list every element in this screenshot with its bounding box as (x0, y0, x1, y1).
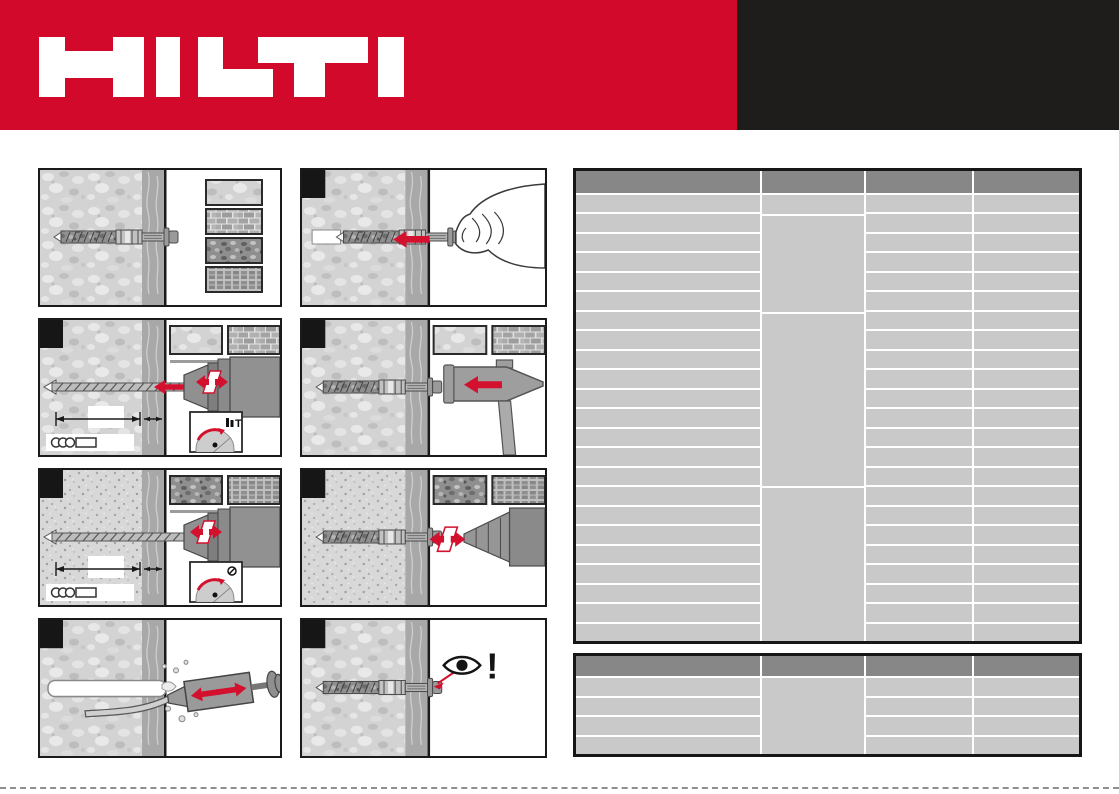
table-cell (762, 216, 865, 312)
table-cell (762, 678, 865, 754)
table-cell (974, 717, 1079, 735)
table-cell (974, 468, 1079, 485)
table-cell (576, 487, 760, 504)
table-cell (576, 624, 760, 641)
table-cell (576, 253, 760, 270)
table-cell (974, 195, 1079, 212)
material-thumb-rubble-masonry (434, 476, 487, 504)
table-cell (974, 585, 1079, 602)
step-badge (302, 470, 325, 498)
table-cell (576, 331, 760, 348)
brand-bar (0, 0, 737, 130)
dimension-label-box (88, 406, 124, 428)
table-cell (576, 717, 760, 735)
table-cell (866, 624, 971, 641)
table-cell (974, 409, 1079, 426)
mode-dial-hammer (190, 412, 242, 455)
table-cell (866, 273, 971, 290)
panel-clean-hole-blow-out (38, 618, 282, 758)
table-cell (974, 429, 1079, 446)
table-cell (866, 253, 971, 270)
header-black-panel (737, 0, 1119, 130)
table-cell (762, 314, 865, 486)
table-header-cell (866, 656, 971, 676)
drilled-hole (48, 680, 166, 696)
step-badge (302, 620, 325, 648)
screwdriver-icon (464, 508, 545, 566)
table-cell (866, 698, 971, 716)
material-thumb-hollow-block (206, 267, 262, 292)
table-cell (866, 526, 971, 543)
table-cell (576, 409, 760, 426)
material-thumb-solid-brick (228, 326, 280, 354)
cut-line (0, 787, 1119, 789)
panel-visual-inspection (300, 618, 547, 758)
step-badge (40, 470, 63, 498)
table-cell (974, 370, 1079, 387)
table-cell (576, 604, 760, 621)
table-cell (576, 214, 760, 231)
table-cell (974, 507, 1079, 524)
material-thumb-concrete (206, 180, 262, 205)
table-cell (576, 698, 760, 716)
table-cell (866, 604, 971, 621)
mode-dial-rotary (190, 562, 242, 605)
panel-insert-anchor-by-hand (300, 168, 547, 307)
table-cell (974, 487, 1079, 504)
table-cell (576, 234, 760, 251)
hand-icon (456, 184, 545, 268)
table-cell (576, 546, 760, 563)
table-cell (974, 312, 1079, 329)
table-cell (576, 273, 760, 290)
table-cell (974, 253, 1079, 270)
table-cell (576, 390, 760, 407)
step-badge (40, 620, 63, 648)
table-cell (866, 292, 971, 309)
step-badge (302, 320, 325, 348)
table-cell (974, 351, 1079, 368)
table-cell (866, 214, 971, 231)
table-cell (974, 448, 1079, 465)
table-cell (974, 678, 1079, 696)
table-cell (974, 273, 1079, 290)
drill-bit-set-box (46, 434, 134, 451)
table-cell (576, 468, 760, 485)
table-cell (762, 195, 865, 214)
table-cell (576, 678, 760, 696)
table-cell (576, 585, 760, 602)
table-cell (866, 429, 971, 446)
dial-mode-label: T (235, 418, 242, 430)
panel-tap-anchor-with-hammer (300, 318, 547, 457)
table-cell (576, 565, 760, 582)
table-cell (866, 678, 971, 696)
table-cell (866, 312, 971, 329)
table-cell (576, 370, 760, 387)
table-cell (762, 488, 865, 641)
table-cell (866, 234, 971, 251)
table-cell (974, 565, 1079, 582)
table-header-cell (974, 656, 1079, 676)
table-cell (974, 737, 1079, 755)
table-cell (866, 717, 971, 735)
spec-table-main (573, 168, 1082, 644)
material-thumb-concrete (170, 326, 222, 354)
hammer-icon (444, 360, 543, 455)
table-header-cell (974, 171, 1079, 193)
material-thumb-hollow-block (492, 476, 545, 504)
material-thumb-rubble-masonry (170, 476, 222, 504)
table-cell (974, 292, 1079, 309)
table-cell (866, 565, 971, 582)
table-cell (866, 409, 971, 426)
dimension-label-box (88, 556, 124, 578)
table-cell (576, 195, 760, 212)
material-thumb-rubble-masonry (206, 238, 262, 263)
table-cell (866, 195, 971, 212)
panel-screw-in-anchor (300, 468, 547, 607)
panel-anchor-in-base-materials (38, 168, 282, 307)
table-cell (576, 292, 760, 309)
table-cell (576, 448, 760, 465)
table-header-cell (762, 171, 865, 193)
table-cell (974, 698, 1079, 716)
table-cell (866, 737, 971, 755)
table-cell (974, 604, 1079, 621)
step-badge (40, 320, 63, 348)
exclamation-mark: ! (486, 645, 499, 687)
table-header-cell (866, 171, 971, 193)
table-header-cell (762, 656, 865, 676)
table-cell (866, 331, 971, 348)
table-cell (576, 737, 760, 755)
table-cell (974, 546, 1079, 563)
table-cell (576, 429, 760, 446)
table-cell (974, 390, 1079, 407)
step-badge (302, 170, 325, 198)
table-cell (974, 624, 1079, 641)
table-header-cell (576, 171, 760, 193)
drill-bit-set-box (46, 584, 134, 601)
spec-table-secondary (573, 653, 1082, 757)
hilti-logo (37, 37, 404, 97)
table-header-cell (576, 656, 760, 676)
panel-hammer-drill-hole (38, 318, 282, 457)
table-cell (866, 585, 971, 602)
material-thumb-concrete (434, 326, 487, 354)
table-cell (974, 331, 1079, 348)
table-cell (974, 234, 1079, 251)
table-cell (866, 468, 971, 485)
table-cell (576, 507, 760, 524)
table-cell (866, 507, 971, 524)
table-cell (974, 526, 1079, 543)
material-thumb-hollow-block (228, 476, 280, 504)
table-cell (866, 448, 971, 465)
table-cell (866, 351, 971, 368)
inspection-arrow (434, 672, 454, 689)
eye-icon (444, 657, 480, 674)
material-thumb-solid-brick (206, 209, 262, 234)
table-cell (866, 370, 971, 387)
table-cell (576, 526, 760, 543)
table-cell (576, 312, 760, 329)
table-cell (576, 351, 760, 368)
table-cell (974, 214, 1079, 231)
panel-rotary-drill-hole (38, 468, 282, 607)
table-cell (866, 487, 971, 504)
table-cell (866, 546, 971, 563)
material-thumb-solid-brick (492, 326, 545, 354)
table-cell (866, 390, 971, 407)
